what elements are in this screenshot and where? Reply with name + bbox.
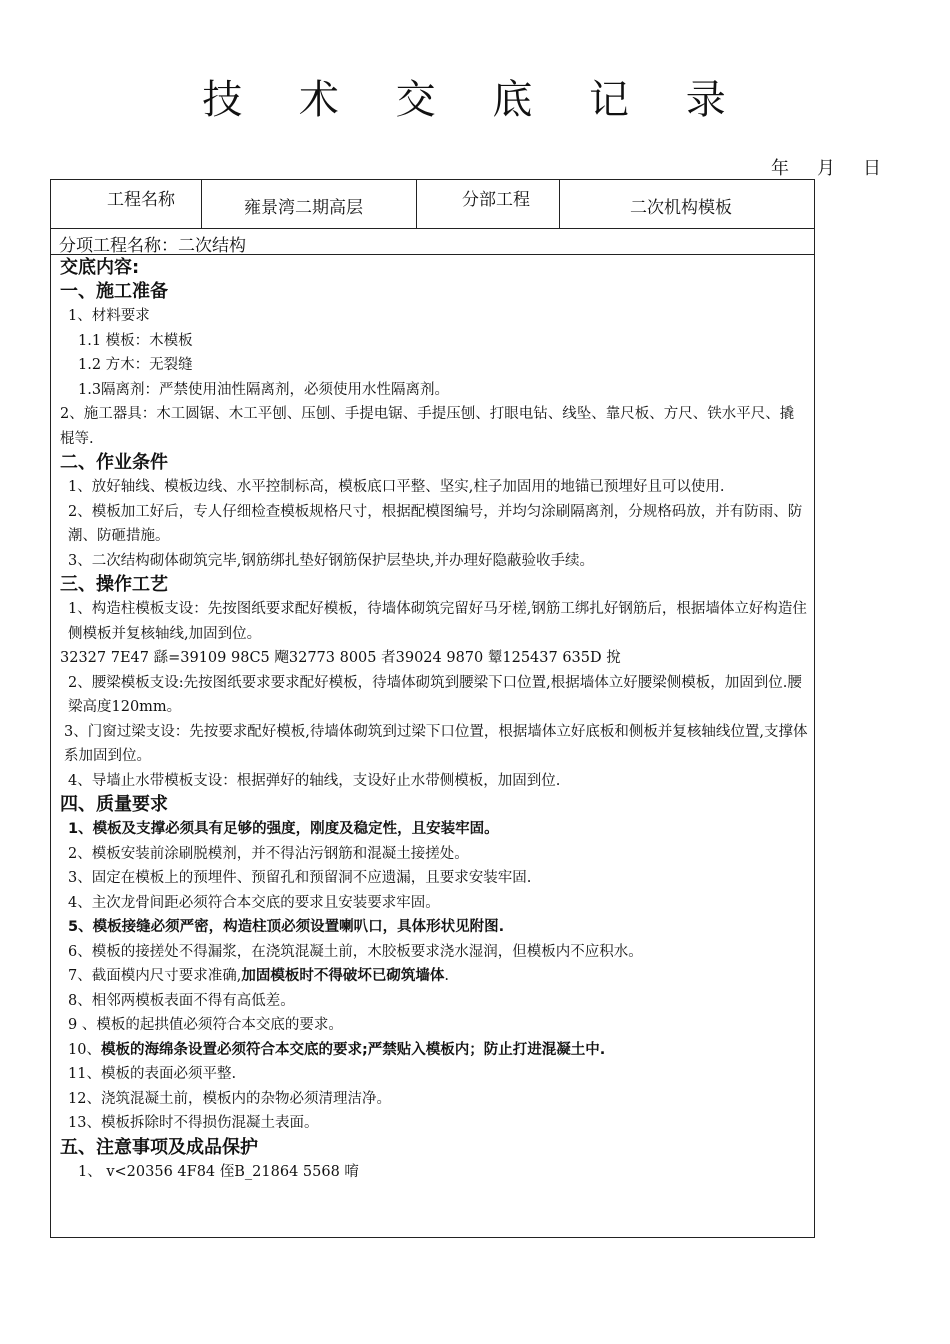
s1-line-2: 1.1 模板：木模板 (78, 332, 193, 349)
header-row (51, 180, 814, 229)
section-1-title: 一、施工准备 (60, 281, 168, 302)
section-3-title: 三、操作工艺 (60, 574, 168, 595)
s1-line-4: 1.3隔离剂：严禁使用油性隔离剂，必须使用水性隔离剂。 (78, 381, 450, 398)
s4-line-10 (60, 1038, 808, 1063)
s4-line-1-text: 1、模板及支撑必须具有足够的强度，刚度及稳定性，且安装牢固。 (68, 821, 499, 837)
s1-line-3: 1.2 方木：无裂缝 (78, 357, 193, 373)
subitem-name: 分项工程名称：二次结构 (51, 228, 814, 255)
disclosure-content (60, 256, 808, 1184)
s4-line-7b: 加固模板时不得破坏已砌筑墙体 (241, 968, 445, 984)
section-2-title: 二、作业条件 (60, 452, 168, 473)
s3-line-5: 4、导墙止水带模板支设：根据弹好的轴线，支设好止水带侧模板，加固到位. (68, 772, 561, 789)
s3-line-3: 2、腰梁模板支设:先按图纸要求要求配好模板，待墙体砌筑到腰梁下口位置,根据墙体立好腰梁侧模板，加固到位.腰梁高度120mm。 (68, 674, 802, 715)
s4-line-7c: . (444, 968, 449, 984)
s4-line-7a: 7、截面模内尺寸要求准确, (68, 968, 242, 984)
s4-line-10b: 模板的海绵条设置必须符合本交底的要求;严禁贴入模板内；防止打进混凝土中. (100, 1041, 606, 1058)
date-year: 年 (771, 158, 789, 179)
s4-line-5-text: 5、模板接缝必须严密，构造柱顶必须设置喇叭口，具体形状见附图. (68, 919, 505, 935)
s4-line-9: 9 、模板的起拱值必须符合本交底的要求。 (68, 1017, 343, 1033)
s4-line-12: 12、浇筑混凝土前，模板内的杂物必须清理洁净。 (68, 1090, 391, 1107)
content-heading: 交底内容: (60, 257, 140, 278)
section-5-title: 五、注意事项及成品保护 (60, 1136, 258, 1158)
s4-line-6: 6、模板的接搓处不得漏浆，在浇筑混凝土前，木胶板要求浇水湿润，但模板内不应积水。 (68, 943, 643, 960)
record-sheet (50, 179, 815, 1238)
date-month: 月 (817, 158, 835, 179)
s1-line-1: 1、材料要求 (68, 308, 150, 324)
s4-line-11: 11、模板的表面必须平整. (68, 1066, 237, 1082)
division-value: 二次机构模板 (630, 198, 732, 218)
project-name-label: 工程名称 (51, 180, 202, 228)
document-title: 技 术 交 底 记 录 (202, 77, 748, 123)
section-4-title: 四、质量要求 (60, 794, 168, 815)
project-name-value: 雍景湾二期高层 (202, 180, 417, 228)
s4-line-5 (60, 915, 808, 940)
s4-line-3: 3、固定在模板上的预埋件、预留孔和预留洞不应遗漏，且要求安装牢固. (68, 870, 532, 886)
s5-line-1: 1、 v<20356 4F84 侄B_21864 5568 唷 (78, 1163, 359, 1180)
s2-line-2: 2、模板加工好后，专人仔细检查模板规格尺寸，根据配模图编号，并均匀涂刷隔离剂，分规格码放，并有防雨、防潮、防砸措施。 (68, 503, 803, 544)
s4-line-13: 13、模板拆除时不得损伤混凝土表面。 (68, 1115, 319, 1131)
s4-line-10a: 10、 (68, 1041, 101, 1058)
s4-line-2: 2、模板安装前涂刷脱模剂，并不得沾污钢筋和混凝土接搓处。 (68, 845, 469, 862)
s4-line-8: 8、相邻两模板表面不得有高低差。 (68, 992, 295, 1009)
s4-line-4: 4、主次龙骨间距必须符合本交底的要求且安装要求牢固。 (68, 894, 440, 911)
s3-line-2: 32327 7E47 繇=39109 98C5 飗32773 8005 者39024 9870 颦125437 635D 挩 (60, 650, 621, 666)
s4-line-1 (60, 817, 808, 842)
s3-line-1: 1、构造柱模板支设：先按图纸要求配好模板，待墙体砌筑完留好马牙槎,钢筋工绑扎好钢筋后，根据墙体立好构造住侧模板并复核轴线,加固到位。 (68, 601, 807, 642)
s1-line-5: 2、施工器具：木工圆锯、木工平刨、压刨、手提电锯、手提压刨、打眼电钻、线坠、靠尺板、方尺、铁水平尺、撬棍等. (60, 406, 795, 447)
s3-line-4: 3、门窗过梁支设：先按要求配好模板,待墙体砌筑到过梁下口位置，根据墙体立好底板和侧板并复核轴线位置,支撑体系加固到位。 (64, 723, 808, 764)
s2-line-1: 1、放好轴线、模板边线、水平控制标高，模板底口平整、坚实,柱子加固用的地锚已预埋好且可以使用. (68, 479, 725, 495)
s2-line-3: 3、二次结构砌体砌筑完毕,钢筋绑扎垫好钢筋保护层垫块,并办理好隐蔽验收手续。 (68, 552, 594, 569)
date-day: 日 (863, 158, 881, 179)
s4-line-7 (60, 964, 808, 989)
division-label: 分部工程 (417, 180, 560, 228)
